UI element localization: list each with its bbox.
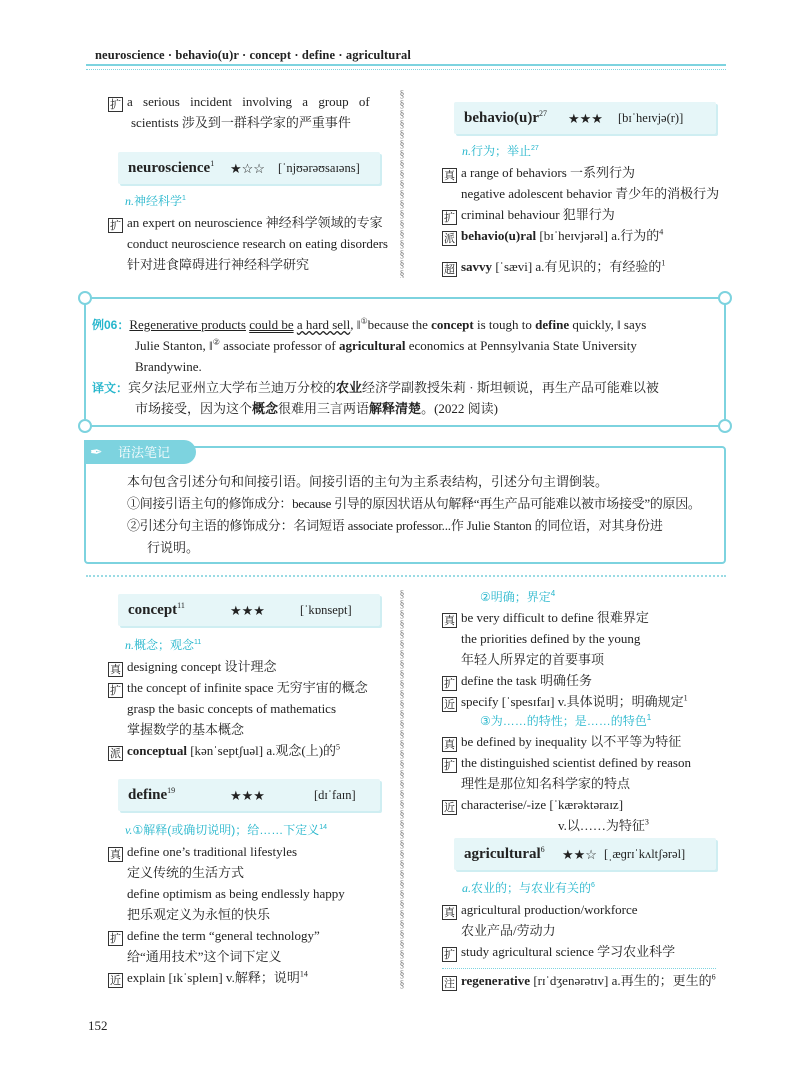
pos-meaning: n.神经科学$^1$ xyxy=(125,194,186,208)
entry-behavior xyxy=(454,102,716,134)
entry-agricultural xyxy=(454,838,716,870)
entry-concept xyxy=(118,594,380,626)
column-divider-bottom: § § § § § § § § § § § § § § § § § § § § § § § § § § § § § § § § § § § § § § § § xyxy=(399,590,405,990)
expand-line-zh: scientists 涉及到一群科学家的严重事件 xyxy=(131,115,351,130)
running-header: neuroscience · behavio(u)r · concept · define · agricultural xyxy=(95,48,411,62)
example-line: 扩 study agricultural science 学习农业科学 xyxy=(444,944,676,961)
synonym-line: 超 savvy [ˈsævi] a.有见识的；有经验的$^1$ xyxy=(444,258,666,276)
example-line: the priorities defined by the young xyxy=(461,631,641,646)
tag-expand: 扩 xyxy=(110,98,121,111)
example-sentence-line2: Julie Stanton, ‖② associate professor of agricultural economics at Pennsylvania State University xyxy=(135,337,637,353)
section-divider xyxy=(86,575,726,577)
page-number: 152 xyxy=(88,1018,108,1033)
column-divider-top: § § § § § § § § § § § § § § § § § § § xyxy=(399,90,405,278)
example-line: 扩 criminal behaviour 犯罪行为 xyxy=(444,207,615,224)
grammar-line: ①间接引语主句的修饰成分：because 引导的原因状语从句解释“再生产品可能难以被市场接受”的原因。 xyxy=(127,496,701,511)
example-line: 扩 define the task 明确任务 xyxy=(444,673,593,690)
example-line: 掌握数学的基本概念 xyxy=(127,722,245,737)
phonetic: [ˈnjʊərəʊsaɪəns] xyxy=(278,161,360,175)
headword: neuroscience$^1$ xyxy=(128,159,215,176)
near-synonym-line: 近 explain [ɪkˈspleɪn] v.解释；说明$^{14}$ xyxy=(110,969,308,987)
example-line: 扩 an expert on neuroscience 神经科学领域的专家 xyxy=(110,215,383,232)
grammar-line: ②引述分句主语的修饰成分：名词短语 associate professor...作 Julie Stanton 的同位语，对其身份进 xyxy=(127,518,663,533)
frequency-stars: ★★★ xyxy=(230,788,265,803)
near-synonym-line: 近 characterise/-ize [ˈkærəktəraɪz] xyxy=(444,797,624,814)
example-line: 扩 the distinguished scientist defined by reason xyxy=(444,755,691,772)
phonetic: [ˈkɒnsept] xyxy=(300,603,352,617)
phonetic: [ˌæɡrɪˈkʌltʃərəl] xyxy=(604,847,686,861)
frequency-stars: ★☆☆ xyxy=(230,161,265,176)
example-sentence-line1: 例06：Regenerative products could be a hard sell, ‖①because the concept is tough to define quickly, ‖ says xyxy=(92,316,647,332)
pos-meaning: n.概念；观念$^{11}$ xyxy=(125,638,202,652)
expand-line: 扩 a serious incident involving a group of xyxy=(110,94,370,111)
example-line: 真 agricultural production/workforce xyxy=(444,902,638,919)
header-rule xyxy=(86,64,726,70)
example-line: 农业产品/劳动力 xyxy=(461,923,556,938)
phonetic: [bɪˈheɪvjə(r)] xyxy=(618,111,684,125)
near-synonym-meaning: v.以……为特征$^3$ xyxy=(558,817,649,833)
example-line: 真 be very difficult to define 很难界定 xyxy=(444,610,649,627)
headword: agricultural$^6$ xyxy=(464,845,545,862)
example-line: define optimism as being endlessly happy xyxy=(127,886,345,901)
example-line: 定义传统的生活方式 xyxy=(127,865,245,880)
example-line: 理性是那位知名科学家的特点 xyxy=(461,776,631,791)
note-line: 注 regenerative [rɪˈdʒenərətɪv] a.再生的；更生的$^6$ xyxy=(442,968,716,991)
pos-meaning: a.农业的；与农业有关的$^6$ xyxy=(462,881,595,895)
headword: concept$^{11}$ xyxy=(128,601,185,618)
example-sentence-line3: Brandywine. xyxy=(135,359,202,374)
quill-icon: ✒ xyxy=(90,445,103,461)
grammar-notes-label: ✒ 语法笔记 xyxy=(84,440,196,464)
headword: define$^{19}$ xyxy=(128,786,176,803)
derivative-line: 派 conceptual [kənˈseptʃuəl] a.观念(上)的$^5$ xyxy=(110,742,341,760)
derivative-line: 派 behavio(u)ral [bɪˈheɪvjərəl] a.行为的$^4$ xyxy=(444,227,664,245)
example-line: 真 designing concept 设计理念 xyxy=(110,659,277,676)
near-synonym-line: 近 specify [ˈspesɪfaɪ] v.具体说明；明确规定$^1$ xyxy=(444,693,688,711)
headword: $behavio(u)r^{27}$ xyxy=(464,109,547,126)
grammar-line: 本句包含引述分句和间接引语。间接引语的主句为主系表结构，引述分句主谓倒装。 xyxy=(127,474,609,489)
example-line: 真 a range of behaviors 一系列行为 xyxy=(444,165,636,182)
entry-neuroscience xyxy=(118,152,380,184)
frequency-stars: ★★☆ xyxy=(562,847,597,862)
pos-meaning: n.行为；举止$^{27}$ xyxy=(462,144,539,158)
example-line: negative adolescent behavior 青少年的消极行为 xyxy=(461,186,720,201)
pos-meaning: v.①解释(或确切说明)；给……下定义$^{14}$ xyxy=(125,823,327,837)
example-line: 扩 define the term “general technology” xyxy=(110,928,320,945)
example-line: 真 define one’s traditional lifestyles xyxy=(110,844,298,861)
example-line: 针对进食障碍进行神经科学研究 xyxy=(127,257,310,272)
grammar-line: 行说明。 xyxy=(147,540,200,555)
example-line: conduct neuroscience research on eating disorders xyxy=(127,236,388,251)
example-line: grasp the basic concepts of mathematics xyxy=(127,701,337,716)
sense-heading: ③为……的特性；是……的特色$^1$ xyxy=(480,713,652,728)
sense-heading: ②明确；界定$^4$ xyxy=(480,589,556,604)
example-line: 年轻人所界定的首要事项 xyxy=(461,652,605,667)
frequency-stars: ★★★ xyxy=(568,111,603,126)
example-line: 扩 the concept of infinite space 无穷宇宙的概念 xyxy=(110,680,368,697)
example-line: 给“通用技术”这个词下定义 xyxy=(127,949,282,964)
translation-line2: 市场接受，因为这个概念很难用三言两语解释清楚。(2022 阅读) xyxy=(135,401,498,416)
phonetic: [dɪˈfaɪn] xyxy=(314,788,356,802)
example-line: 把乐观定义为永恒的快乐 xyxy=(127,907,271,922)
example-line: 真 be defined by inequality 以不平等为特征 xyxy=(444,734,682,751)
entry-define xyxy=(118,779,380,811)
frequency-stars: ★★★ xyxy=(230,603,265,618)
translation-line1: 译文：宾夕法尼亚州立大学布兰迪万分校的农业经济学副教授朱莉 · 斯坦顿说，再生产品可能难以被 xyxy=(92,380,659,395)
